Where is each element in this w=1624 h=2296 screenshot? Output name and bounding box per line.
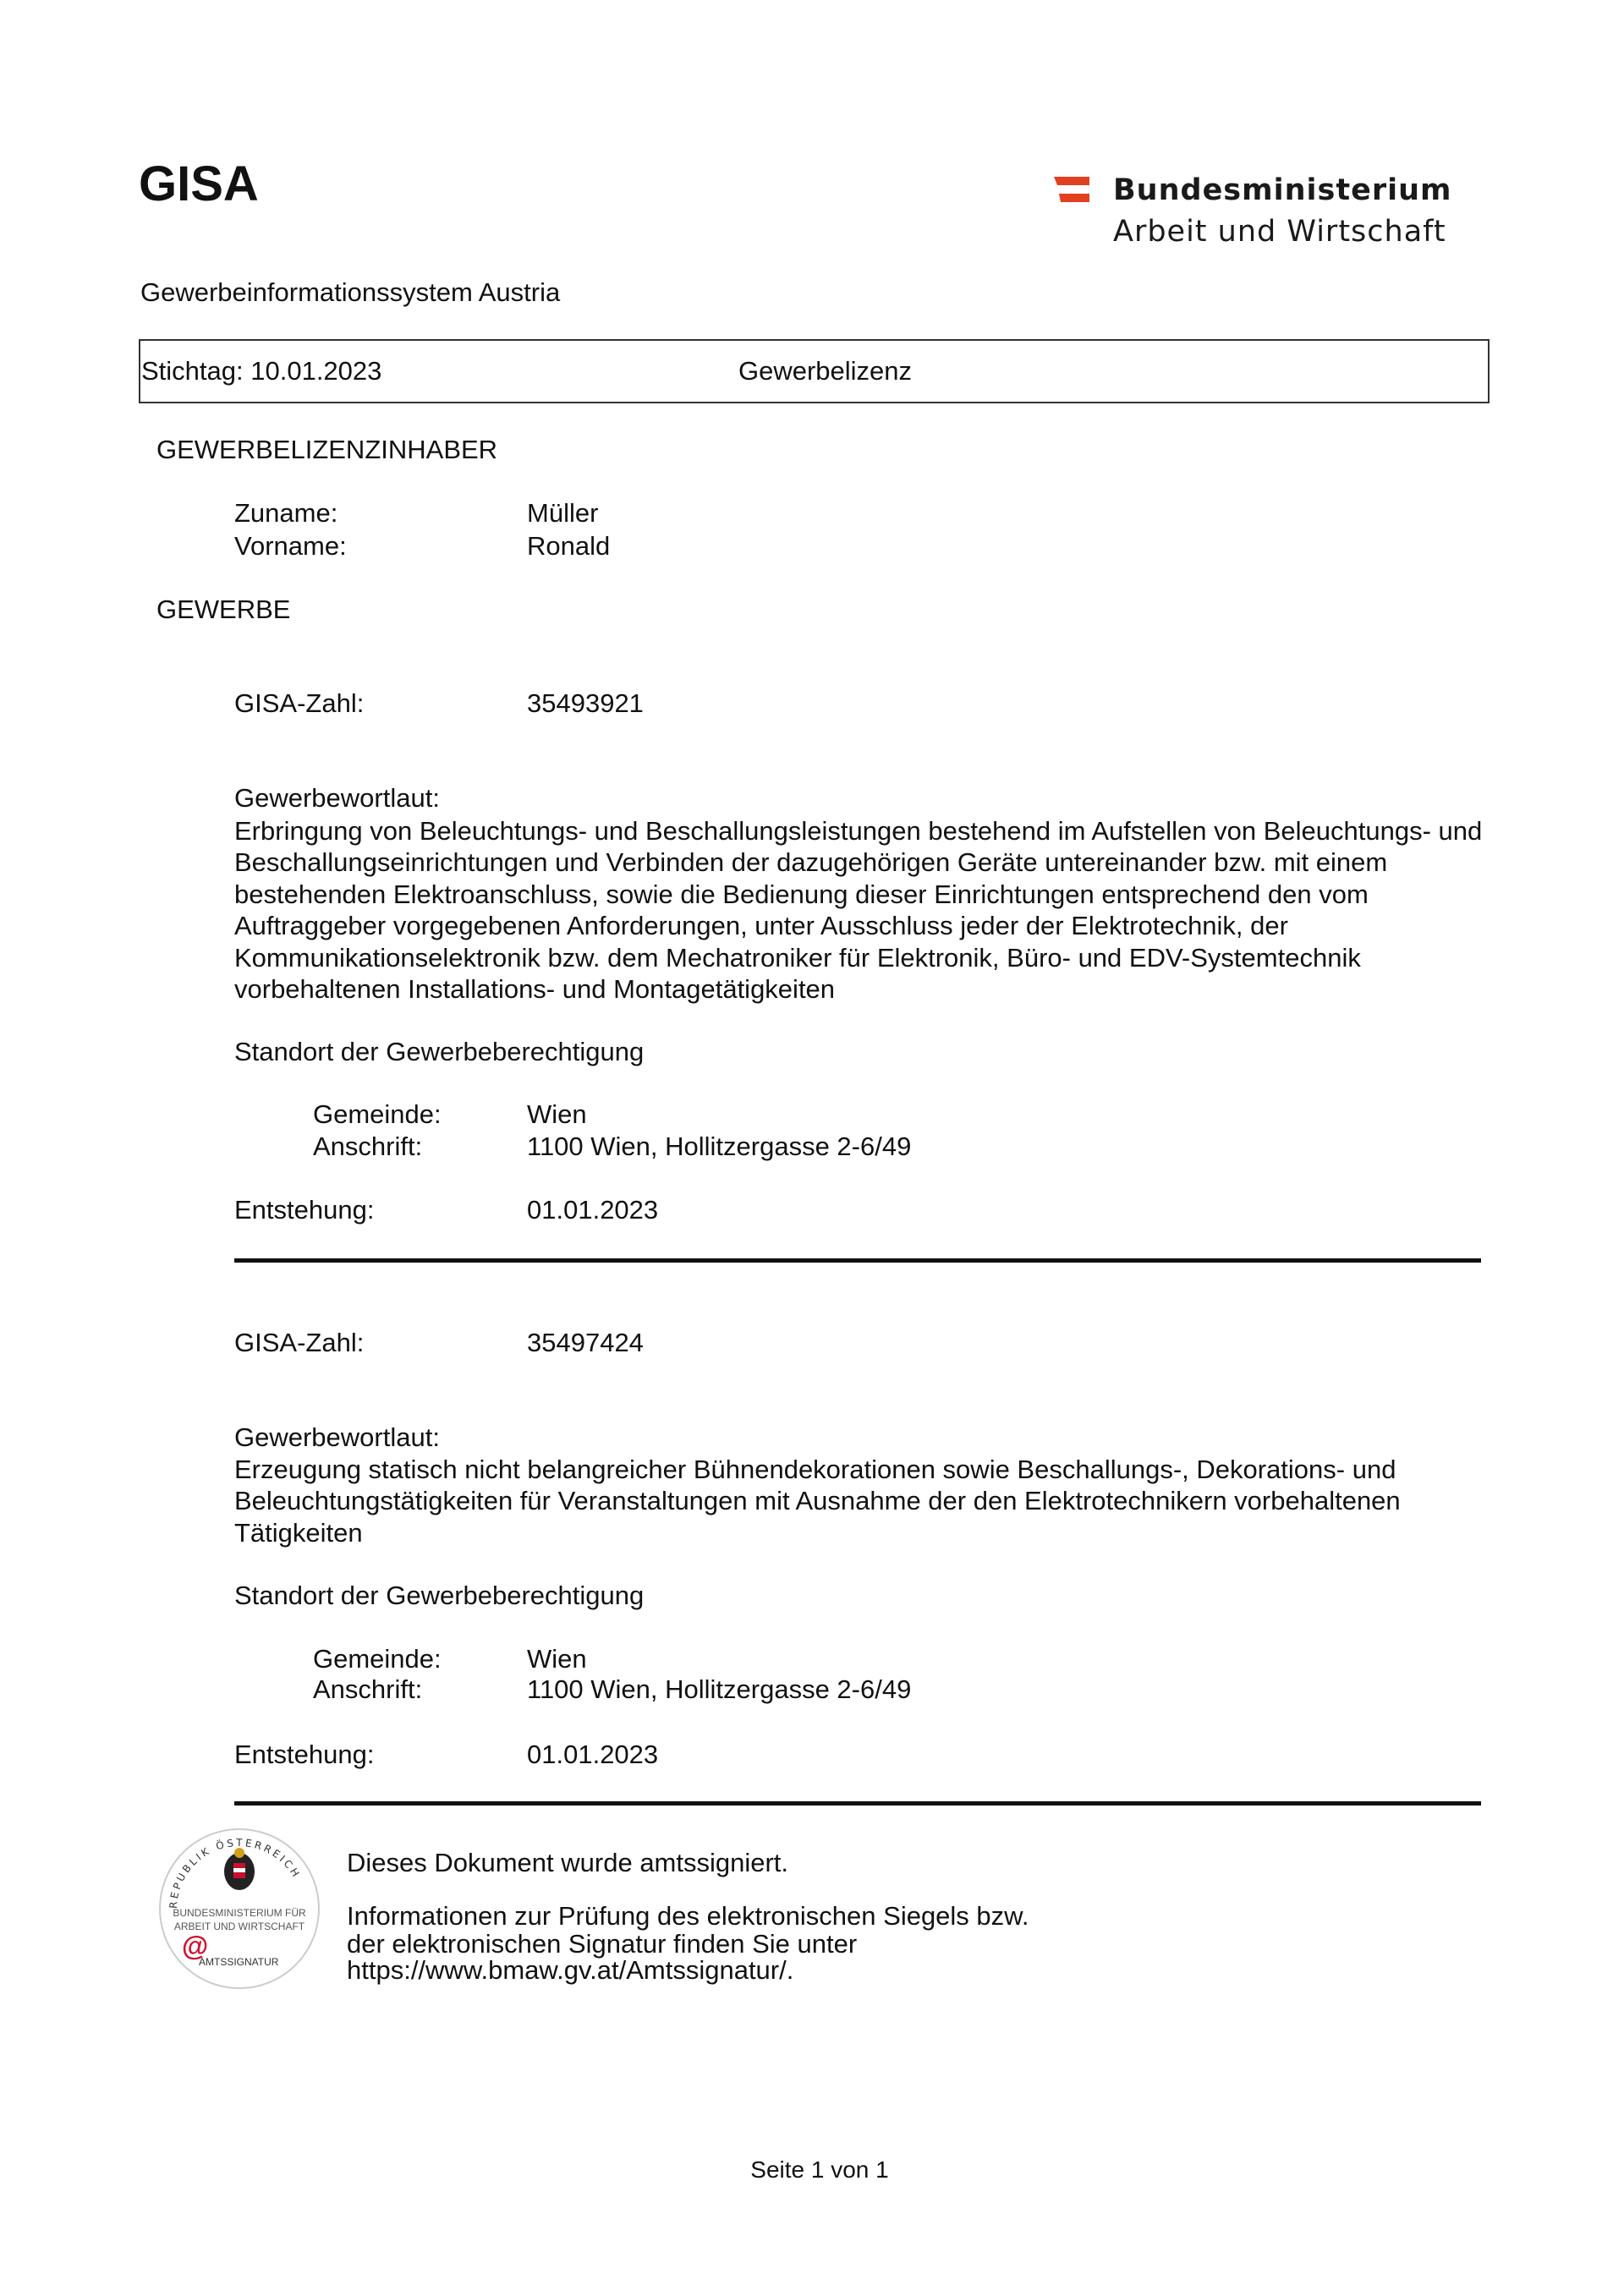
gisa-label: GISA-Zahl: — [234, 1328, 365, 1357]
holder-heading: GEWERBELIZENZINHABER — [156, 435, 498, 464]
wortlaut-text: Erzeugung statisch nicht belangreicher Bühnendekorationen sowie Beschallungs-, Dekorations- und Beleuchtungstätigkeiten für Veranstaltungen mit Ausnahme der den Elektrotechnikern vorbehaltenen Tätigkeiten — [234, 1455, 1401, 1548]
anschrift-label: Anschrift: — [313, 1674, 423, 1704]
anschrift-label: Anschrift: — [313, 1132, 423, 1161]
gisa-number: 35493921 — [527, 688, 644, 718]
entstehung-label: Entstehung: — [234, 1195, 375, 1225]
wortlaut-text: Erbringung von Beleuchtungs- und Beschallungsleistungen bestehend im Aufstellen von Beleuchtungs- und Beschallungseinrichtungen und Verbinden der dazugehörigen Geräte untereinander bzw. mit einem bestehenden Elektroanschluss, sowie die Bedienung dieser Einrichtungen entsprechend den vom Auftraggeber vorgegebenen Anforderungen, unter Ausschluss jeder der Elektrotechnik, der Kommunikationselektronik bzw. dem Mechatroniker für Elektronik, Büro- und EDV-Systemtechnik vorbehaltenen Installations- und Montagetätigkeiten — [234, 816, 1483, 1005]
standort-heading: Standort der Gewerbeberechtigung — [234, 1581, 645, 1610]
gemeinde-label: Gemeinde: — [313, 1644, 442, 1674]
vorname-label: Vorname: — [234, 531, 347, 561]
gemeinde-value: Wien — [527, 1644, 587, 1674]
divider — [234, 1801, 1481, 1806]
amtssignatur-seal — [158, 1827, 321, 1990]
vorname-value: Ronald — [527, 531, 611, 561]
zuname-label: Zuname: — [234, 498, 338, 528]
gemeinde-value: Wien — [527, 1099, 587, 1129]
austria-flag-icon — [1054, 177, 1091, 204]
logo-line-1: Bundesministerium — [1113, 173, 1452, 207]
entstehung-label: Entstehung: — [234, 1740, 375, 1769]
signature-link[interactable]: https://www.bmaw.gv.at/Amtssignatur/. — [347, 1955, 794, 1985]
gisa-number: 35497424 — [527, 1328, 644, 1357]
anschrift-value: 1100 Wien, Hollitzergasse 2-6/49 — [527, 1674, 912, 1704]
at-icon: @ — [182, 1931, 209, 1961]
anschrift-value: 1100 Wien, Hollitzergasse 2-6/49 — [527, 1132, 912, 1161]
gewerbe-heading: GEWERBE — [156, 595, 291, 624]
gisa-label: GISA-Zahl: — [234, 688, 365, 718]
wortlaut-label: Gewerbewortlaut: — [234, 1422, 440, 1452]
logo-line-2: Arbeit und Wirtschaft — [1113, 215, 1446, 249]
page-title: GISA — [139, 156, 259, 211]
subtitle: Gewerbeinformationssystem Austria — [140, 277, 561, 307]
divider — [234, 1258, 1481, 1263]
signature-note: Dieses Dokument wurde amtssigniert. — [347, 1848, 789, 1877]
signature-info-1: Informationen zur Prüfung des elektronischen Siegels bzw. — [347, 1901, 1029, 1931]
wortlaut-label: Gewerbewortlaut: — [234, 783, 440, 813]
document-type: Gewerbelizenz — [738, 356, 913, 386]
signature-info-2: der elektronischen Signatur finden Sie unter — [347, 1929, 858, 1959]
entstehung-value: 01.01.2023 — [527, 1195, 659, 1225]
zuname-value: Müller — [527, 498, 599, 528]
seal-ministry-1: BUNDESMINISTERIUM FÜR — [173, 1907, 306, 1919]
svg-text:REPUBLIK ÖSTERREICH — [167, 1837, 303, 1910]
page-number: Seite 1 von 1 — [750, 2156, 889, 2183]
seal-ministry-2: ARBEIT UND WIRTSCHAFT — [173, 1921, 305, 1932]
seal-amtssignatur: AMTSSIGNATUR — [199, 1956, 279, 1968]
entstehung-value: 01.01.2023 — [527, 1740, 659, 1769]
gemeinde-label: Gemeinde: — [313, 1099, 442, 1129]
standort-heading: Standort der Gewerbeberechtigung — [234, 1037, 645, 1066]
seal-arc-text: REPUBLIK ÖSTERREICH — [167, 1836, 304, 1910]
stichtag: Stichtag: 10.01.2023 — [141, 356, 382, 386]
